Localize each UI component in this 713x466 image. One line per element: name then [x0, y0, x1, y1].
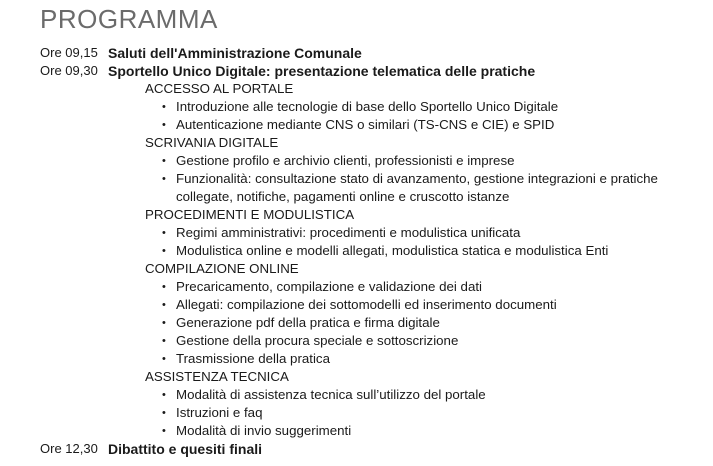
agenda: [0, 44, 713, 458]
list-item: [0, 278, 713, 296]
list-item-text: Istruzioni e faq: [176, 405, 263, 420]
bullet-icon: •: [162, 335, 166, 347]
list-item: [0, 152, 713, 170]
section-heading: ASSISTENZA TECNICA: [145, 369, 289, 384]
section-heading-row: [0, 80, 713, 98]
bullet-icon: •: [162, 317, 166, 329]
bullet-icon: •: [162, 227, 166, 239]
session-title: Saluti dell'Amministrazione Comunale: [108, 45, 362, 61]
session-time: Ore 09,30: [40, 63, 98, 78]
section-heading-row: [0, 260, 713, 278]
list-item-text: Allegati: compilazione dei sottomodelli ed inserimento documenti: [176, 297, 557, 312]
list-item-text: Introduzione alle tecnologie di base dello Sportello Unico Digitale: [176, 99, 559, 114]
section-heading-row: [0, 206, 713, 224]
section-heading: SCRIVANIA DIGITALE: [145, 135, 279, 150]
session-title: Sportello Unico Digitale: presentazione telematica delle pratiche: [108, 63, 536, 79]
list-item: [0, 98, 713, 116]
bullet-icon: •: [162, 119, 166, 131]
bullet-icon: •: [162, 299, 166, 311]
list-item: [0, 170, 713, 188]
list-item-text: Generazione pdf della pratica e firma digitale: [176, 315, 440, 330]
section-heading: ACCESSO AL PORTALE: [145, 81, 294, 96]
session-title: Dibattito e quesiti finali: [108, 441, 263, 457]
list-item-text: Gestione profilo e archivio clienti, professionisti e imprese: [176, 153, 515, 168]
bullet-icon: •: [162, 353, 166, 365]
list-item: [0, 404, 713, 422]
session-row: [0, 62, 713, 80]
list-item-continuation-row: [0, 188, 713, 206]
list-item: [0, 314, 713, 332]
bullet-icon: •: [162, 389, 166, 401]
section-heading: PROCEDIMENTI E MODULISTICA: [145, 207, 355, 222]
list-item: [0, 242, 713, 260]
list-item-text: Gestione della procura speciale e sottoscrizione: [176, 333, 459, 348]
list-item-text: Precaricamento, compilazione e validazione dei dati: [176, 279, 482, 294]
list-item: [0, 116, 713, 134]
list-item-text: Modulistica online e modelli allegati, modulistica statica e modulistica Enti: [176, 243, 609, 258]
section-heading: COMPILAZIONE ONLINE: [145, 261, 299, 276]
list-item-text: Modalità di assistenza tecnica sull’utilizzo del portale: [176, 387, 486, 402]
list-item: [0, 350, 713, 368]
page-title: PROGRAMMA: [40, 4, 218, 34]
bullet-icon: •: [162, 155, 166, 167]
bullet-icon: •: [162, 281, 166, 293]
bullet-icon: •: [162, 425, 166, 437]
section-heading-row: [0, 368, 713, 386]
section-heading-row: [0, 134, 713, 152]
session-row: [0, 44, 713, 62]
list-item-continuation: collegate, notifiche, pagamenti online e cruscotto istanze: [176, 189, 510, 204]
list-item: [0, 224, 713, 242]
bullet-icon: •: [162, 407, 166, 419]
session-time: Ore 09,15: [40, 45, 98, 60]
session-row: [0, 440, 713, 458]
bullet-icon: •: [162, 245, 166, 257]
list-item: [0, 332, 713, 350]
list-item-text: Regimi amministrativi: procedimenti e modulistica unificata: [176, 225, 521, 240]
list-item-text: Trasmissione della pratica: [176, 351, 330, 366]
list-item-text: Modalità di invio suggerimenti: [176, 423, 352, 438]
list-item-text: Funzionalità: consultazione stato di avanzamento, gestione integrazioni e pratiche: [176, 171, 658, 186]
bullet-icon: •: [162, 173, 166, 185]
bullet-icon: •: [162, 101, 166, 113]
list-item: [0, 386, 713, 404]
list-item-text: Autenticazione mediante CNS o similari (TS-CNS e CIE) e SPID: [176, 117, 555, 132]
session-time: Ore 12,30: [40, 441, 98, 456]
list-item: [0, 296, 713, 314]
list-item: [0, 422, 713, 440]
